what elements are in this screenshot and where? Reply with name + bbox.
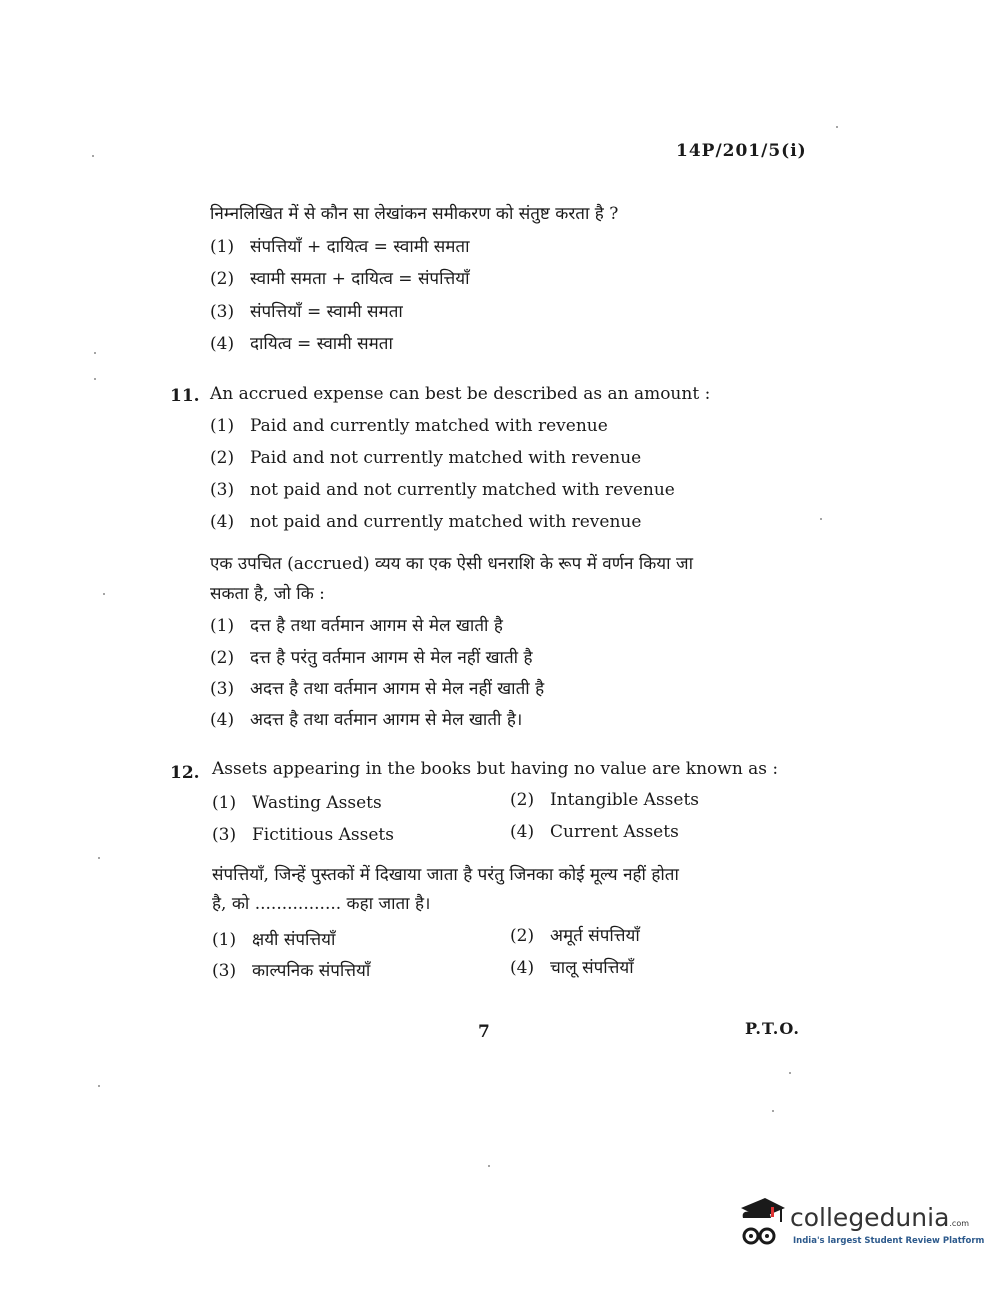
option-number: (2) [510, 926, 535, 946]
option-number: (1) [210, 237, 235, 257]
option-text: not paid and not currently matched with revenue [250, 480, 675, 500]
option-number: (2) [510, 790, 535, 810]
q12-option [510, 790, 699, 810]
question-number: 11. [170, 386, 200, 406]
q12-option [212, 793, 382, 813]
q11-hindi-option [210, 676, 544, 699]
page-number: 7 [478, 1022, 490, 1042]
option-number: (3) [212, 825, 237, 845]
option-text: क्षयी संपत्तियाँ [252, 930, 336, 950]
scan-speck [789, 1072, 791, 1074]
q11-hindi-stem: एक उपचित (accrued) व्यय का एक ऐसी धनराशि के रूप में वर्णन किया जा [210, 554, 693, 574]
scan-speck [94, 352, 96, 354]
option-text: Wasting Assets [252, 793, 382, 813]
option-text: Intangible Assets [550, 790, 700, 810]
option-text: काल्पनिक संपत्तियाँ [252, 961, 371, 981]
option-number: (2) [210, 448, 235, 468]
q11-hindi-stem: सकता है, जो कि : [210, 584, 325, 604]
option-number: (1) [210, 416, 235, 436]
q10-hindi-option [210, 266, 470, 289]
q11-option [210, 448, 641, 468]
logo-suffix: .com [949, 1219, 970, 1228]
collegedunia-logo [735, 1196, 985, 1256]
option-number: (4) [510, 958, 535, 978]
logo-wordmark [790, 1203, 969, 1232]
option-number: (3) [212, 961, 237, 981]
option-text: अमूर्त संपत्तियाँ [550, 926, 640, 946]
option-number: (3) [210, 679, 235, 699]
option-number: (2) [210, 648, 235, 668]
option-text: Fictitious Assets [252, 825, 394, 845]
q12-option [212, 825, 394, 845]
option-text: not paid and currently matched with revenue [250, 512, 642, 532]
q10-hindi-option [210, 234, 470, 257]
option-text: दत्त है परंतु वर्तमान आगम से मेल नहीं खाती है [250, 648, 533, 668]
q11-hindi-option [210, 645, 532, 668]
option-text: अदत्त है तथा वर्तमान आगम से मेल नहीं खाती है [250, 679, 545, 699]
question-number: 12. [170, 763, 200, 783]
option-text: दायित्व = स्वामी समता [250, 334, 393, 354]
option-text: Current Assets [550, 822, 679, 842]
option-number: (1) [210, 616, 235, 636]
logo-name: collegedunia [790, 1203, 950, 1232]
q12-stem: Assets appearing in the books but having no value are known as : [212, 759, 779, 779]
q12-hindi-option [212, 927, 335, 950]
option-number: (1) [212, 793, 237, 813]
mascot-icon [735, 1196, 787, 1256]
q12-option [510, 822, 679, 842]
option-number: (2) [210, 269, 235, 289]
scan-speck [98, 1085, 100, 1087]
q10-hindi-stem: निम्नलिखित में से कौन सा लेखांकन समीकरण को संतुष्ट करता है ? [210, 204, 619, 224]
option-number: (4) [210, 334, 235, 354]
option-text: संपत्तियाँ + दायित्व = स्वामी समता [250, 237, 470, 257]
option-text: Paid and currently matched with revenue [250, 416, 608, 436]
option-text: स्वामी समता + दायित्व = संपत्तियाँ [250, 269, 470, 289]
q11-hindi-option [210, 707, 522, 730]
scan-speck [488, 1165, 490, 1167]
q11-option [210, 480, 675, 500]
option-text: संपत्तियाँ = स्वामी समता [250, 302, 403, 322]
q11-stem: An accrued expense can best be described as an amount : [210, 384, 711, 404]
q12-hindi-stem: है, को ................ कहा जाता है। [212, 894, 431, 914]
q10-hindi-option [210, 331, 393, 354]
q11-hindi-option [210, 613, 503, 636]
option-number: (4) [210, 710, 235, 730]
option-number: (1) [212, 930, 237, 950]
option-number: (3) [210, 480, 235, 500]
scan-speck [98, 857, 100, 859]
option-number: (3) [210, 302, 235, 322]
option-text: चालू संपत्तियाँ [550, 958, 634, 978]
scan-speck [94, 378, 96, 380]
scan-speck [92, 155, 94, 157]
option-number: (4) [510, 822, 535, 842]
option-text: दत्त है तथा वर्तमान आगम से मेल खाती है [250, 616, 503, 636]
scan-speck [820, 518, 822, 520]
option-text: Paid and not currently matched with revenue [250, 448, 642, 468]
option-text: अदत्त है तथा वर्तमान आगम से मेल खाती है। [250, 710, 523, 730]
q10-hindi-option [210, 299, 403, 322]
q11-option [210, 512, 641, 532]
q12-hindi-option [510, 955, 634, 978]
option-number: (4) [210, 512, 235, 532]
logo-tagline: India's largest Student Review Platform [793, 1236, 985, 1246]
scan-speck [103, 593, 105, 595]
q12-hindi-option [212, 958, 370, 981]
scan-speck [772, 1110, 774, 1112]
q12-hindi-option [510, 923, 640, 946]
q11-option [210, 416, 608, 436]
pto-label: P.T.O. [745, 1019, 800, 1038]
scan-speck [836, 126, 838, 128]
q12-hindi-stem: संपत्तियाँ, जिन्हें पुस्तकों में दिखाया जाता है परंतु जिनका कोई मूल्य नहीं होता [212, 865, 679, 885]
paper-code: 14P/201/5(i) [676, 141, 807, 161]
